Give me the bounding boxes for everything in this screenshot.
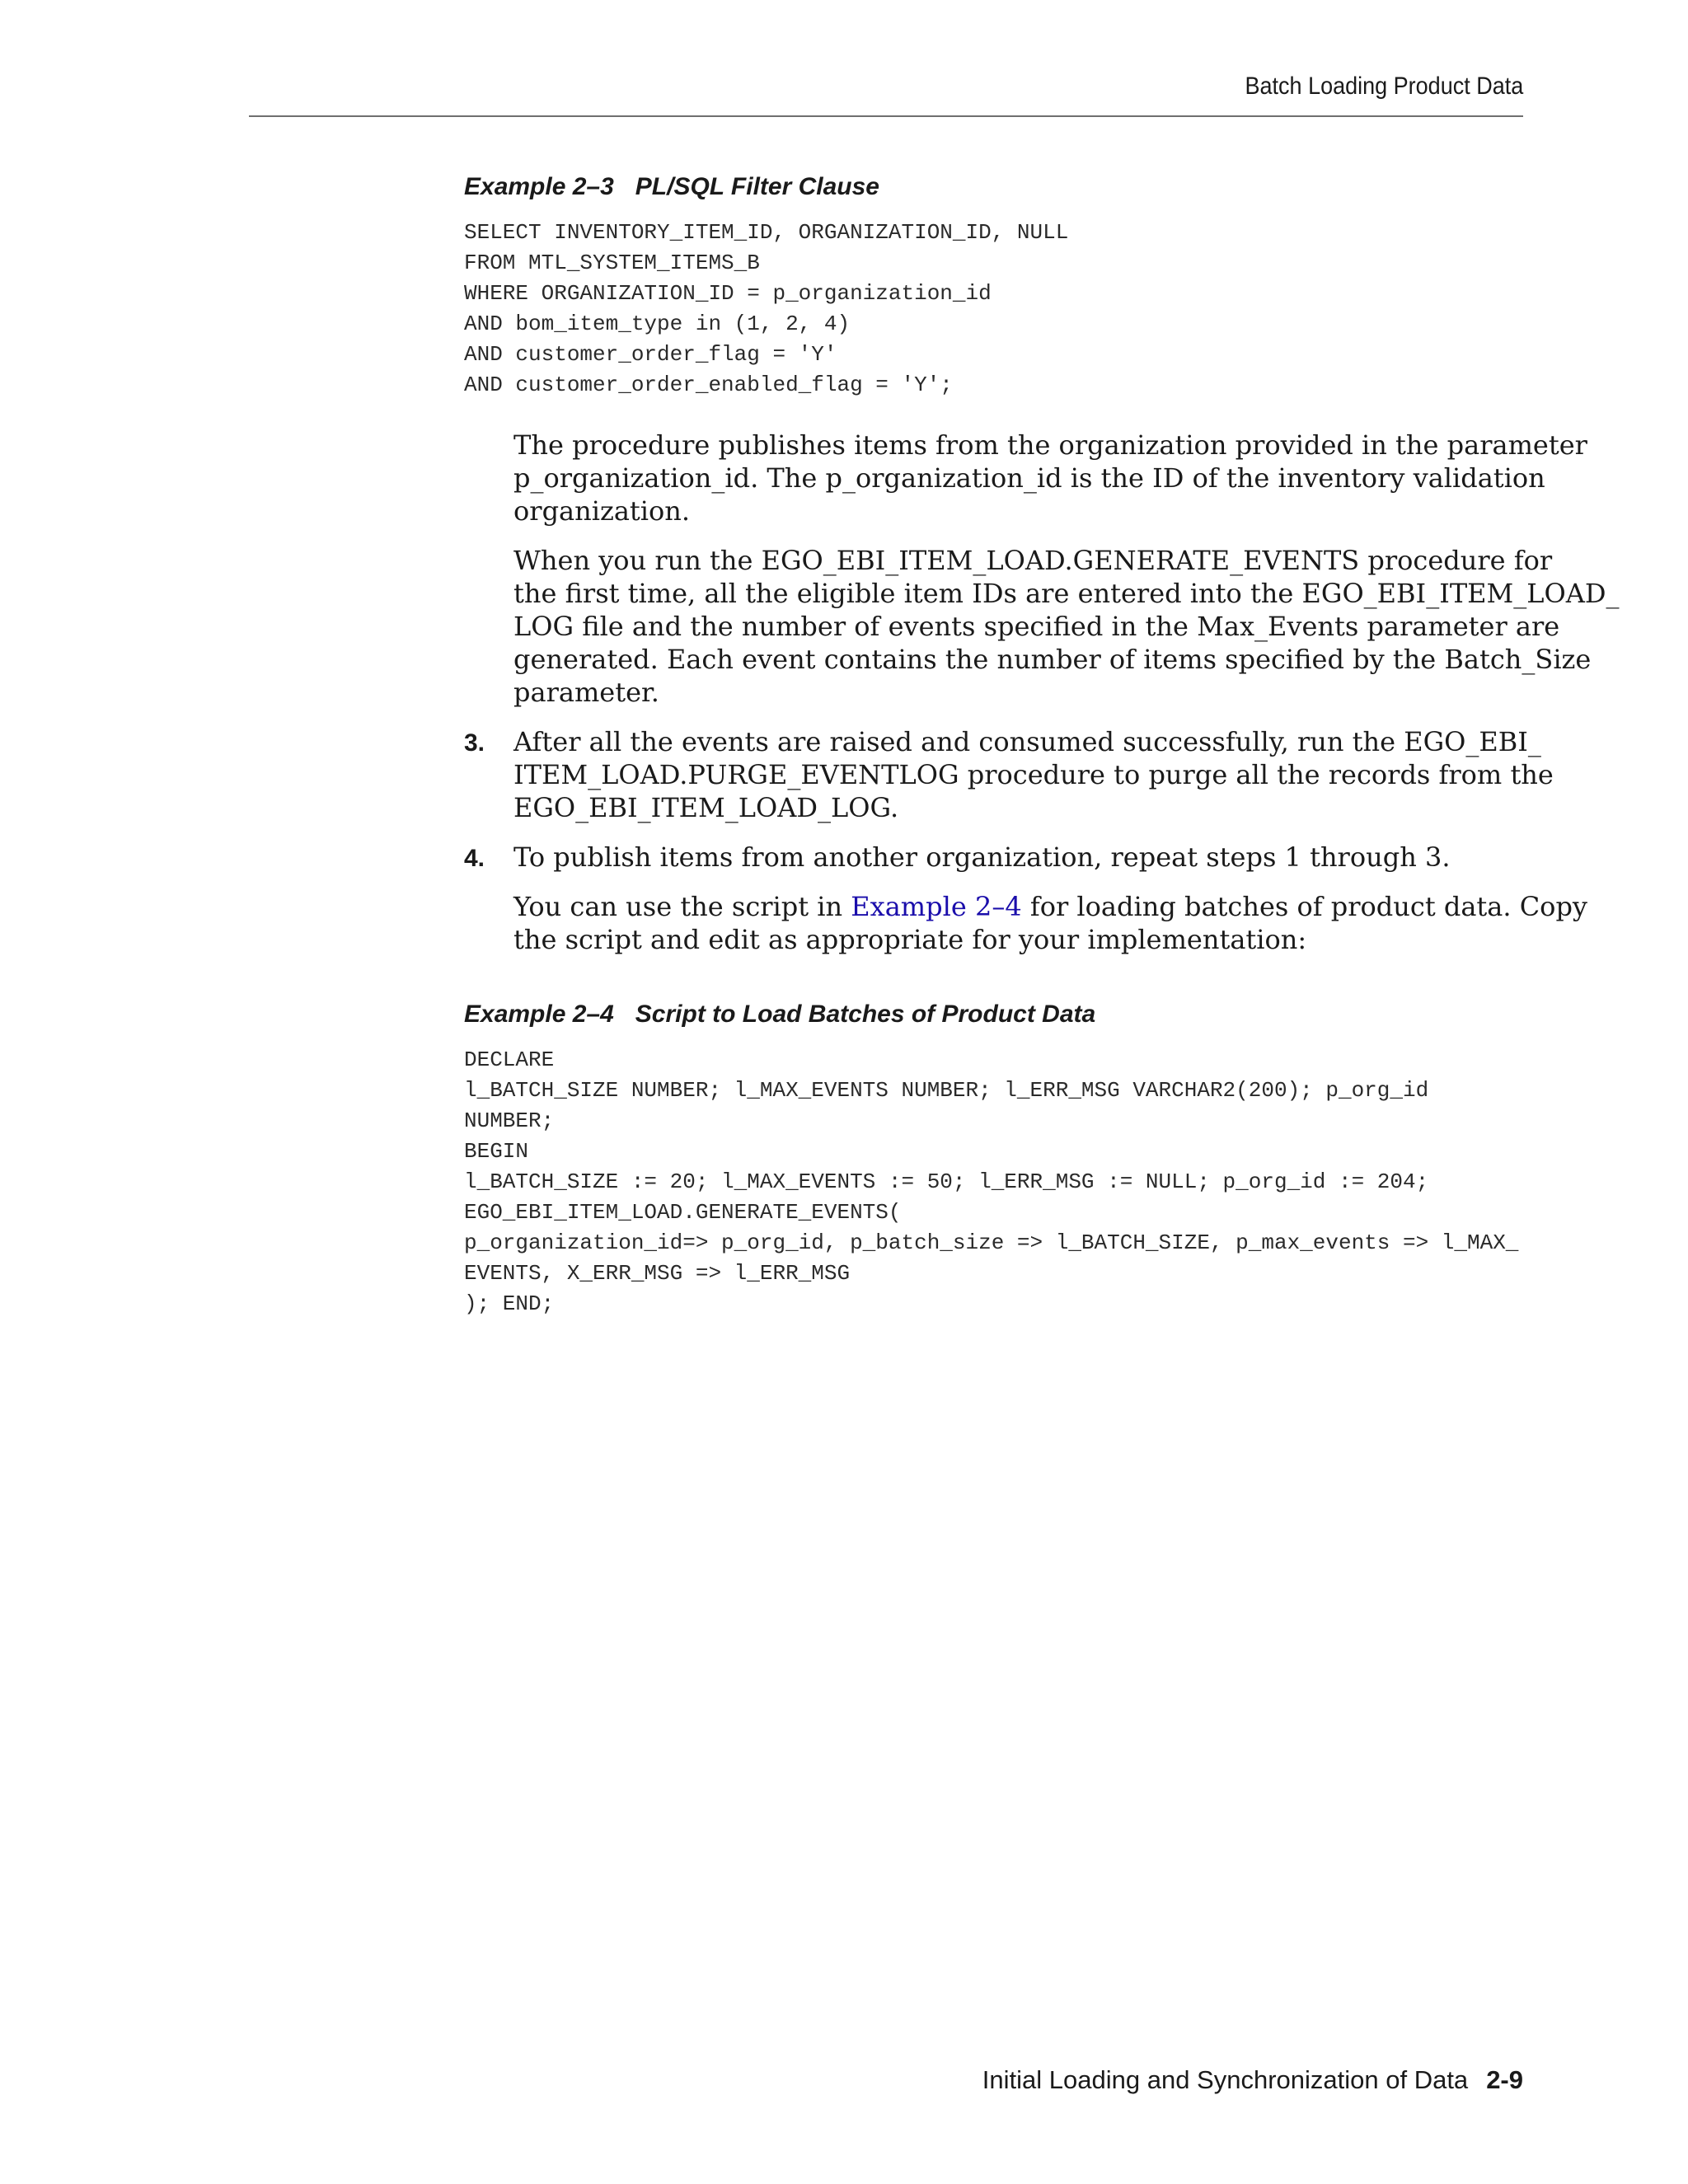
text-line: LOG file and the number of events specified in the Max_Events parameter are — [513, 611, 1560, 642]
page-number: 2-9 — [1486, 2065, 1523, 2094]
code-line: l_BATCH_SIZE := 20; l_MAX_EVENTS := 50; l_ERR_MSG := NULL; p_org_id := 204; — [464, 1169, 1429, 1194]
page-footer — [982, 2065, 1523, 2095]
text-line: generated. Each event contains the number of items specified by the Batch_Size — [513, 644, 1592, 675]
example-2-4-number: Example 2–4 — [464, 1001, 614, 1028]
code-line: ); END; — [464, 1291, 555, 1316]
code-line: SELECT INVENTORY_ITEM_ID, ORGANIZATION_ID, NULL — [464, 220, 1069, 245]
step-3-number: 3. — [464, 729, 485, 757]
step-4-text — [513, 841, 1527, 874]
code-line: WHERE ORGANIZATION_ID = p_organization_id — [464, 281, 992, 306]
text-line: After all the events are raised and consumed successfully, run the EGO_EBI_ — [513, 726, 1541, 757]
running-header: Batch Loading Product Data — [1245, 73, 1523, 100]
text-line — [513, 890, 1587, 923]
text-line: the script and edit as appropriate for your implementation: — [513, 924, 1307, 955]
example-2-4-title: Script to Load Batches of Product Data — [635, 1001, 1096, 1028]
code-line: EVENTS, X_ERR_MSG => l_ERR_MSG — [464, 1261, 851, 1286]
code-line: FROM MTL_SYSTEM_ITEMS_B — [464, 251, 760, 275]
example-2-4-code-block — [464, 1045, 1518, 1319]
example-2-3-number: Example 2–3 — [464, 173, 614, 200]
code-line: EGO_EBI_ITEM_LOAD.GENERATE_EVENTS( — [464, 1200, 902, 1225]
example-2-4-caption — [464, 1001, 1095, 1029]
text-fragment: You can use the script in — [513, 891, 851, 922]
code-line: NUMBER; — [464, 1108, 555, 1133]
text-line: To publish items from another organization, repeat steps 1 through 3. — [513, 841, 1451, 873]
code-line: AND customer_order_flag = 'Y' — [464, 342, 837, 367]
example-2-3-caption — [464, 173, 879, 201]
code-line: DECLARE — [464, 1047, 555, 1072]
text-line: p_organization_id. The p_organization_id is the ID of the inventory validation — [513, 462, 1545, 494]
example-2-4-link[interactable]: Example 2–4 — [851, 891, 1022, 922]
example-2-3-code-block — [464, 218, 1068, 401]
text-line: ITEM_LOAD.PURGE_EVENTLOG procedure to purge all the records from the — [513, 759, 1554, 790]
code-line: AND customer_order_enabled_flag = 'Y'; — [464, 373, 953, 397]
text-fragment: for loading batches of product data. Copy — [1021, 891, 1587, 922]
step-3-text — [513, 725, 1554, 824]
footer-chapter-title: Initial Loading and Synchronization of Data — [982, 2065, 1469, 2094]
text-line: parameter. — [513, 677, 659, 708]
text-line: The procedure publishes items from the organization provided in the parameter — [513, 429, 1587, 461]
text-line: organization. — [513, 495, 691, 527]
text-line: the first time, all the eligible item IDs are entered into the EGO_EBI_ITEM_LOAD_ — [513, 578, 1620, 609]
paragraph-procedure-publishes — [513, 429, 1587, 527]
code-line: BEGIN — [464, 1139, 529, 1164]
paragraph-use-script — [513, 890, 1587, 956]
text-line: When you run the EGO_EBI_ITEM_LOAD.GENERATE_EVENTS procedure for — [513, 545, 1553, 576]
header-divider — [249, 115, 1523, 117]
example-2-3-title: PL/SQL Filter Clause — [635, 173, 879, 200]
step-4-number: 4. — [464, 845, 485, 872]
code-line: l_BATCH_SIZE NUMBER; l_MAX_EVENTS NUMBER; l_ERR_MSG VARCHAR2(200); p_org_id — [464, 1078, 1429, 1103]
text-line: EGO_EBI_ITEM_LOAD_LOG. — [513, 792, 899, 823]
code-line: AND bom_item_type in (1, 2, 4) — [464, 312, 851, 336]
paragraph-generate-events — [513, 544, 1620, 709]
code-line: p_organization_id=> p_org_id, p_batch_size => l_BATCH_SIZE, p_max_events => l_MAX_ — [464, 1230, 1519, 1255]
